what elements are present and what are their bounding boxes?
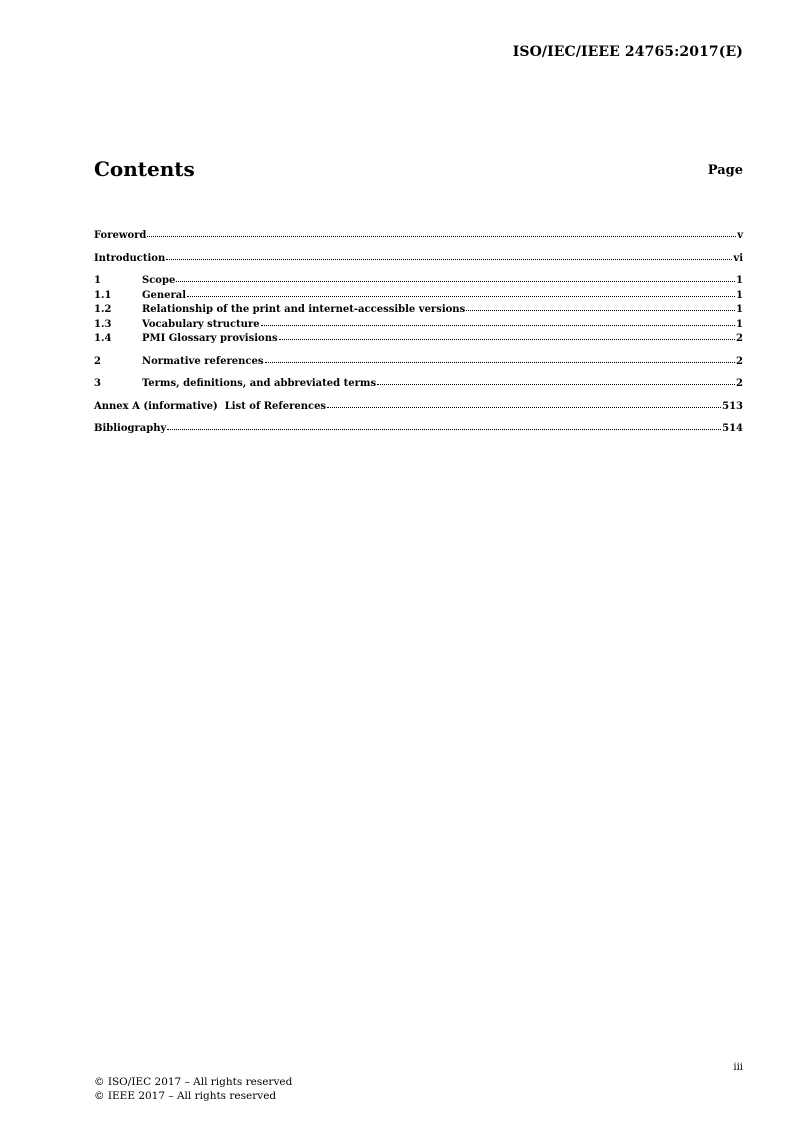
toc-entry-title: PMI Glossary provisions	[142, 333, 278, 344]
toc-entry-scope[interactable]	[94, 273, 743, 288]
toc-entry-page: 2	[736, 333, 743, 344]
toc-entry-page: 1	[736, 304, 743, 315]
toc-entry-number: 2	[94, 355, 101, 367]
toc-entry-page: v	[737, 230, 743, 241]
toc-entry-title: Relationship of the print and internet-accessible versions	[142, 304, 466, 315]
copyright-line-iso: © ISO/IEC 2017 – All rights reserved	[94, 1076, 293, 1088]
toc-entry-foreword[interactable]	[94, 228, 743, 243]
toc-entry-title: Terms, definitions, and abbreviated terms	[142, 378, 377, 389]
toc-entry-introduction[interactable]	[94, 251, 743, 266]
toc-entry-number: 1.2	[94, 304, 112, 315]
toc-leader-dots	[167, 421, 721, 431]
toc-entry-title: Bibliography	[94, 423, 167, 434]
toc-entry-page: 1	[736, 275, 743, 286]
toc-leader-dots	[279, 331, 735, 341]
toc-entry-vocabulary-structure[interactable]	[94, 317, 743, 332]
document-identifier: ISO/IEC/IEEE 24765:2017(E)	[512, 44, 743, 60]
table-of-contents	[94, 228, 743, 436]
toc-entry-title: General	[142, 289, 187, 301]
toc-entry-number: 1.3	[94, 318, 112, 330]
toc-leader-dots	[265, 354, 736, 364]
toc-leader-dots	[147, 228, 736, 238]
toc-leader-dots	[327, 399, 721, 409]
toc-entry-annex-a[interactable]	[94, 399, 743, 414]
toc-entry-page: 514	[722, 423, 743, 434]
toc-entry-title: Annex A (informative) List of References	[94, 400, 327, 412]
toc-entry-page: 513	[722, 400, 743, 412]
toc-entry-number: 1.4	[94, 333, 112, 344]
page-number: iii	[733, 1062, 743, 1073]
toc-entry-title: Foreword	[94, 230, 147, 241]
toc-entry-number: 1.1	[94, 289, 112, 301]
toc-entry-terms-definitions[interactable]	[94, 376, 743, 391]
toc-leader-dots	[261, 317, 735, 327]
toc-entry-page: 2	[736, 355, 743, 367]
toc-entry-pmi-glossary[interactable]	[94, 331, 743, 346]
toc-entry-number: 3	[94, 378, 101, 389]
toc-entry-general[interactable]	[94, 288, 743, 303]
toc-entry-page: 2	[736, 378, 743, 389]
copyright-footer	[94, 1075, 292, 1103]
toc-entry-relationship[interactable]	[94, 302, 743, 317]
toc-leader-dots	[466, 302, 735, 312]
toc-entry-normative-references[interactable]	[94, 354, 743, 369]
copyright-line-ieee: © IEEE 2017 – All rights reserved	[94, 1090, 277, 1102]
toc-entry-title: Introduction	[94, 252, 166, 264]
toc-entry-bibliography[interactable]	[94, 421, 743, 436]
toc-leader-dots	[187, 288, 735, 298]
toc-entry-title: Scope	[142, 275, 176, 286]
toc-entry-title: Vocabulary structure	[142, 318, 260, 330]
toc-entry-number: 1	[94, 275, 101, 286]
toc-entry-page: vi	[733, 252, 743, 264]
contents-heading: Contents	[94, 157, 195, 181]
toc-entry-page: 1	[736, 318, 743, 330]
toc-entry-title: Normative references	[142, 355, 264, 367]
page-column-label: Page	[707, 163, 743, 178]
toc-leader-dots	[166, 251, 732, 261]
toc-leader-dots	[377, 376, 735, 386]
toc-entry-page: 1	[736, 289, 743, 301]
toc-leader-dots	[176, 273, 735, 283]
